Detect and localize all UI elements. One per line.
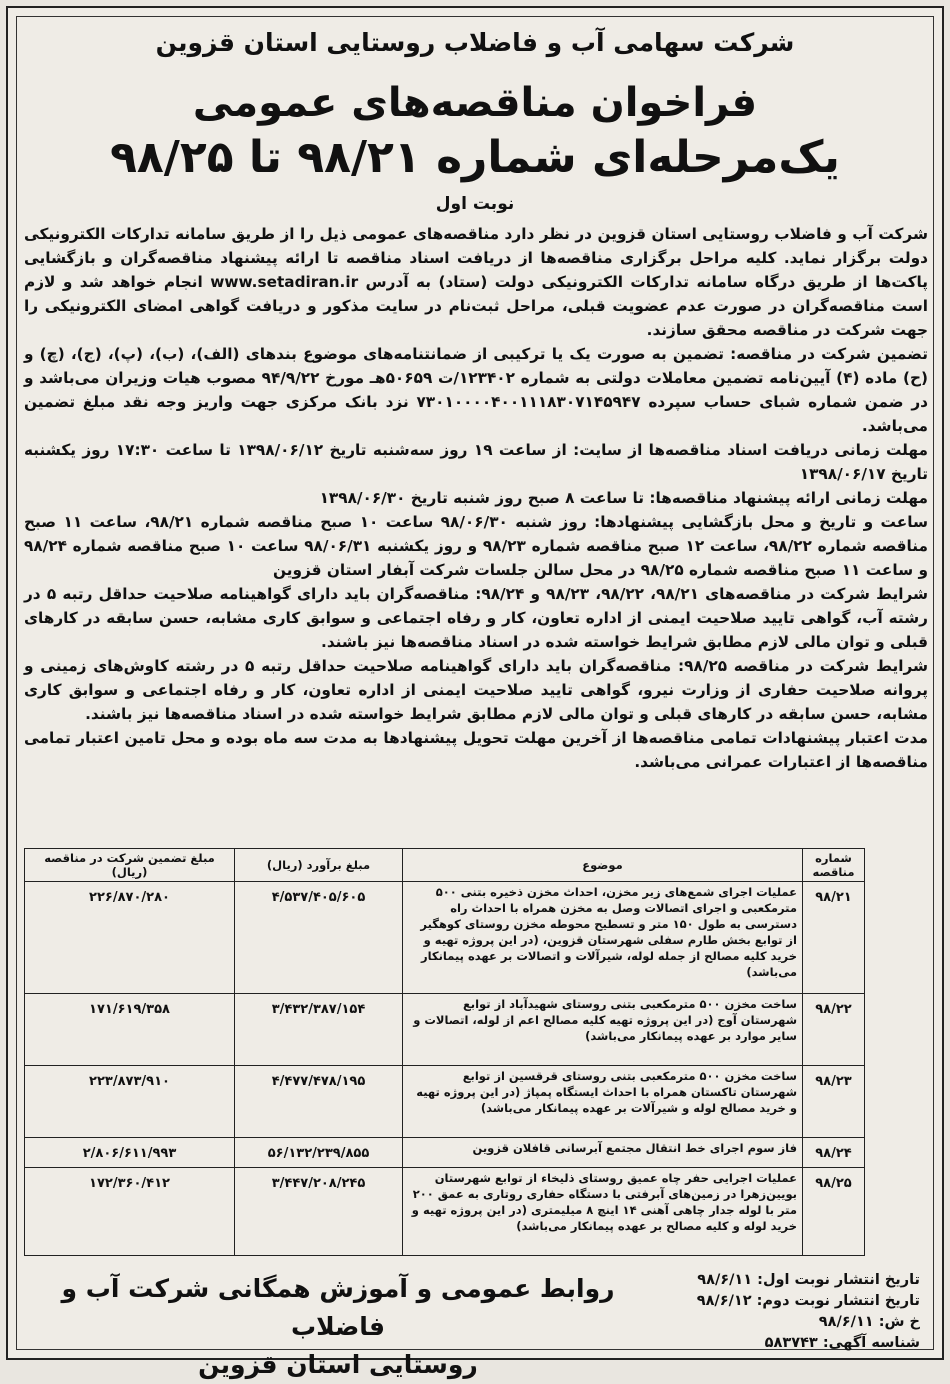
paragraph-guarantee: تضمین شرکت در مناقصه: تضمین به صورت یک یا ترکیبی از ضمانتنامه‌های موضوع بندهای (الف)، (ب)، (پ)، (ج)، (چ) و (ح) ماده (۴) آیین‌نامه تضمین معاملات دولتی به شماره ۱۲۳۴۰۲/ت ۵۰۶۵۹هـ مورخ ۹۴/۹/۲۲ مصوب هیات وزیران می‌باشد و در ضمن شماره شبای حساب سپرده ۷۳۰۱۰۰۰۰۴۰۰۱۱۱۸۳۰۷۱۴۵۹۴۷ نزد بانک مرکزی جهت واریز وجه نقد مبلغ تضمین می‌باشد. bbox=[24, 345, 929, 435]
cell-estimate: ۳/۴۳۲/۳۸۷/۱۵۴ bbox=[235, 994, 403, 1066]
cell-estimate: ۵۶/۱۳۲/۲۳۹/۸۵۵ bbox=[235, 1138, 403, 1168]
table-row bbox=[25, 1138, 865, 1168]
cell-number: ۹۸/۲۲ bbox=[803, 994, 865, 1066]
table-row bbox=[25, 1066, 865, 1138]
header-number: شماره مناقصه bbox=[803, 849, 865, 882]
cell-number: ۹۸/۲۱ bbox=[803, 882, 865, 994]
paragraph-conditions-21-24: شرایط شرکت در مناقصه‌های ۹۸/۲۱، ۹۸/۲۲، ۹۸/۲۳ و ۹۸/۲۴: مناقصه‌گران باید دارای گواهینامه صلاحیت حداقل رتبه ۵ در رشته آب، گواهی تایید صلاحیت ایمنی از اداره تعاون، کار و رفاه اجتماعی و سوابق کاری مشابه، حسن سابقه در کارهای قبلی و توان مالی لازم مطابق شرایط خواسته شده در اسناد مناقصه‌ها نیز باشند. bbox=[24, 585, 929, 651]
cell-estimate: ۴/۵۳۷/۴۰۵/۶۰۵ bbox=[235, 882, 403, 994]
tender-notice-page bbox=[6, 6, 944, 1379]
cell-subject: عملیات اجرایی حفر چاه عمیق روستای ذلیخاء از توابع شهرستان بویین‌زهرا در زمین‌های آبرفتی با دستگاه حفاری روتاری به عمق ۲۰۰ متر با لوله جدار چاهی آهنی ۱۴ اینچ ۸ میلیمتری (در این پروژه تهیه و خرید لوله و کلیه مصالح بر عهده پیمانکار می‌باشد) bbox=[403, 1168, 803, 1256]
table-header-row bbox=[25, 849, 865, 882]
table-row bbox=[25, 882, 865, 994]
paragraph-validity: مدت اعتبار پیشنهادات تمامی مناقصه‌ها از آخرین مهلت تحویل پیشنهادها به مدت سه ماه بوده و محل تامین اعتبار تمامی مناقصه‌ها از اعتبارات عمرانی می‌باشد. bbox=[24, 729, 928, 771]
table-row bbox=[25, 1168, 865, 1256]
header-estimate: مبلغ برآورد (ریال) bbox=[235, 849, 403, 882]
cell-guarantee: ۲۲۳/۸۷۳/۹۱۰ bbox=[25, 1066, 235, 1138]
publication-round: نوبت اول bbox=[435, 194, 515, 214]
tenders-table bbox=[24, 848, 865, 1256]
second-publication-date: تاریخ انتشار نوبت دوم: ۹۸/۶/۱۲ bbox=[696, 1293, 920, 1309]
cell-number: ۹۸/۲۳ bbox=[803, 1066, 865, 1138]
cell-number: ۹۸/۲۵ bbox=[803, 1168, 865, 1256]
paragraph-document-deadline: مهلت زمانی دریافت اسناد مناقصه‌ها از سایت: از ساعت ۱۹ روز سه‌شنبه تاریخ ۱۳۹۸/۰۶/۱۲ تا ساعت ۱۷:۳۰ روز یکشنبه تاریخ ۱۳۹۸/۰۶/۱۷ bbox=[24, 441, 928, 483]
cell-subject: ساخت مخزن ۵۰۰ مترمکعبی بتنی روستای قرقسین از توابع شهرستان تاکستان همراه با احداث ایستگاه پمپاژ (در این پروژه تهیه و خرید مصالح لوله و شیرآلات بر عهده پیمانکار می‌باشد) bbox=[403, 1066, 803, 1138]
kh-date: خ ش: ۹۸/۶/۱۱ bbox=[818, 1314, 920, 1330]
header-subject: موضوع bbox=[403, 849, 803, 882]
notice-body bbox=[24, 222, 928, 774]
paragraph-submission-deadline: مهلت زمانی ارائه پیشنهاد مناقصه‌ها: تا ساعت ۸ صبح روز شنبه تاریخ ۱۳۹۸/۰۶/۳۰ bbox=[319, 489, 928, 507]
cell-guarantee: ۱۷۱/۶۱۹/۳۵۸ bbox=[25, 994, 235, 1066]
header-guarantee: مبلغ تضمین شرکت در مناقصه (ریال) bbox=[25, 849, 235, 882]
cell-estimate: ۳/۴۴۷/۲۰۸/۲۴۵ bbox=[235, 1168, 403, 1256]
cell-subject: ساخت مخزن ۵۰۰ مترمکعبی بتنی روستای شهیدآباد از توابع شهرستان آوج (در این پروژه تهیه کلیه مصالح اعم از لوله، اتصالات و سایر موارد بر عهده پیمانکار می‌باشد) bbox=[403, 994, 803, 1066]
cell-subject: فاز سوم اجرای خط انتقال مجتمع آبرسانی قافلان قزوین bbox=[403, 1138, 803, 1168]
public-relations-line1: روابط عمومی و آموزش همگانی شرکت آب و فاضلاب bbox=[61, 1274, 615, 1341]
cell-estimate: ۴/۴۷۷/۴۷۸/۱۹۵ bbox=[235, 1066, 403, 1138]
first-publication-date: تاریخ انتشار نوبت اول: ۹۸/۶/۱۱ bbox=[697, 1272, 920, 1288]
cell-guarantee: ۲۲۶/۸۷۰/۲۸۰ bbox=[25, 882, 235, 994]
public-relations-line2: روستایی استان قزوین bbox=[198, 1350, 478, 1379]
tender-range-title: یک‌مرحله‌ای شماره ۹۸/۲۱ تا ۹۸/۲۵ bbox=[110, 132, 840, 183]
cell-guarantee: ۱۷۲/۳۶۰/۴۱۲ bbox=[25, 1168, 235, 1256]
public-relations-signature bbox=[38, 1270, 638, 1384]
cell-guarantee: ۲/۸۰۶/۶۱۱/۹۹۳ bbox=[25, 1138, 235, 1168]
company-name: شرکت سهامی آب و فاضلاب روستایی استان قزوین bbox=[155, 28, 795, 57]
paragraph-conditions-25: شرایط شرکت در مناقصه ۹۸/۲۵: مناقصه‌گران باید دارای گواهینامه صلاحیت حداقل رتبه ۵ در رشته کاوش‌های زمینی و پروانه صلاحیت حفاری از وزارت نیرو، گواهی تایید صلاحیت ایمنی از اداره تعاون، کار و رفاه اجتماعی و سوابق کاری مشابه، حسن سابقه در کارهای قبلی و توان مالی لازم مطابق شرایط خواسته شده در اسناد مناقصه‌ها نیز باشند. bbox=[24, 657, 929, 723]
paragraph-intro: شرکت آب و فاضلاب روستایی استان قزوین در نظر دارد مناقصه‌های عمومی ذیل را از طریق سامانه تدارکات الکترونیکی دولت برگزار نماید. کلیه مراحل برگزاری مناقصه‌ها از دریافت اسناد مناقصه تا ارائه پیشنهاد مناقصه‌گران و بازگشایی پاکت‌ها از طریق درگاه سامانه تدارکات الکترونیکی دولت (ستاد) به آدرس www.setadiran.ir انجام خواهد شد و لازم است مناقصه‌گران در صورت عدم عضویت قبلی، مراحل ثبت‌نام در سایت مذکور و دریافت گواهی امضای الکترونیکی را جهت شرکت در مناقصه محقق سازند. bbox=[24, 225, 928, 339]
paragraph-opening-schedule: ساعت و تاریخ و محل بازگشایی پیشنهادها: روز شنبه ۹۸/۰۶/۳۰ ساعت ۱۰ صبح مناقصه شماره ۹۸/۲۱، ساعت ۱۱ صبح مناقصه شماره ۹۸/۲۲، ساعت ۱۲ صبح مناقصه شماره ۹۸/۲۳ و روز یکشنبه ۹۸/۰۶/۳۱ ساعت ۱۰ صبح مناقصه شماره ۹۸/۲۴ و ساعت ۱۱ صبح مناقصه شماره ۹۸/۲۵ در محل سالن جلسات شرکت آبفار استان قزوین bbox=[24, 513, 928, 579]
notice-title: فراخوان مناقصه‌های عمومی bbox=[192, 80, 758, 126]
table-row bbox=[25, 994, 865, 1066]
publication-info bbox=[696, 1270, 920, 1354]
cell-subject: عملیات اجرای شمع‌های زیر مخزن، احداث مخزن ذخیره بتنی ۵۰۰ مترمکعبی و اجرای اتصالات وصل به مخزن همراه با احداث راه دسترسی به طول ۱۵۰ متر و تسطیح محوطه مخزن روستای کوهگیر از توابع بخش طارم سفلی شهرستان قزوین، (در این پروژه تهیه و خرید کلیه مصالح از جمله لوله، شیرآلات و اتصالات بر عهده پیمانکار می‌باشد) bbox=[403, 882, 803, 994]
ad-id: شناسه آگهی: ۵۸۳۷۴۳ bbox=[764, 1335, 920, 1351]
cell-number: ۹۸/۲۴ bbox=[803, 1138, 865, 1168]
